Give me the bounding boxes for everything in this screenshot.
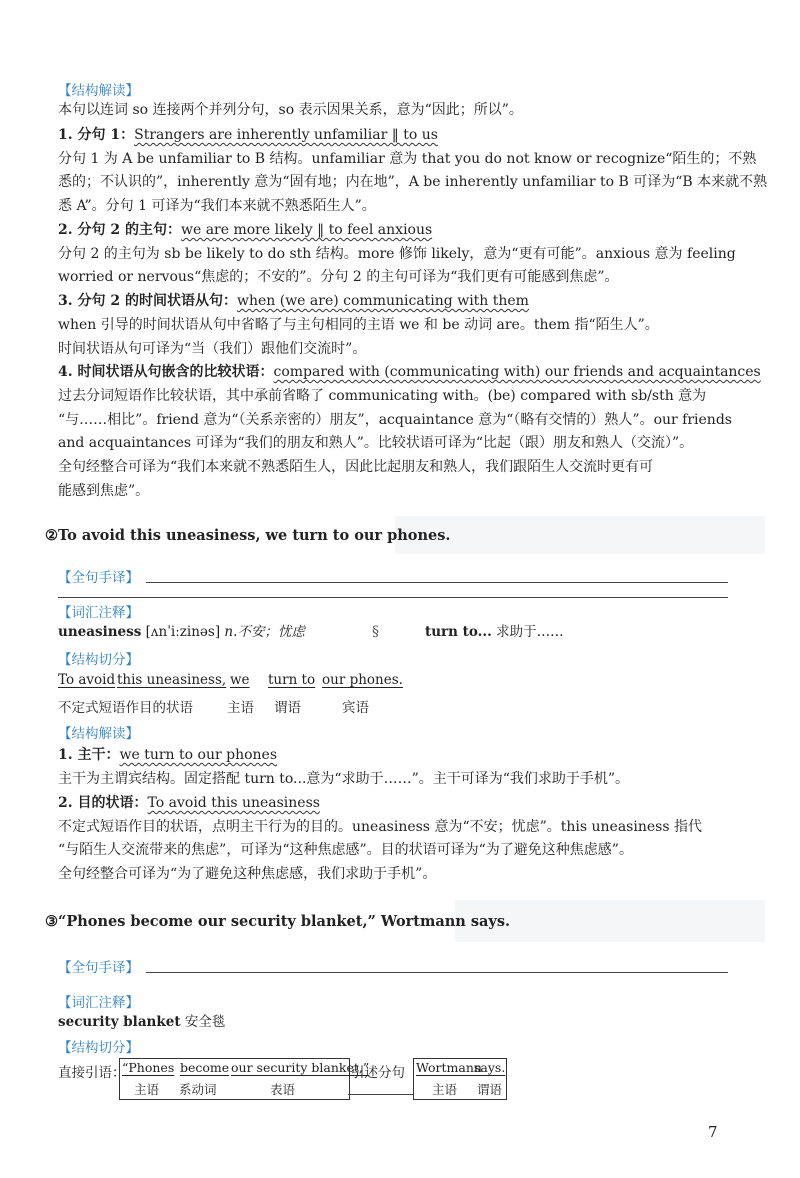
clause4-head: 4. 时间状语从句嵌含的比较状语： bbox=[58, 364, 274, 380]
tag-cut-2: 【结构切分】 bbox=[58, 652, 139, 668]
clause3-text: when (we are) communicating with them bbox=[236, 293, 529, 309]
clause4-p1: 过去分词短语作比较状语，其中承前省略了 communicating with。(be) compared with sb/sth 意为 bbox=[58, 388, 707, 404]
vocab1-def: n.不安；忧虑 bbox=[224, 624, 305, 640]
main-p1: 主干为主谓宾结构。固定搭配 turn to...意为“求助于……”。主干可译为“我们求助于手机”。 bbox=[58, 771, 630, 787]
cut-role-4: 宾语 bbox=[342, 700, 369, 716]
translate-line-2b[interactable] bbox=[58, 597, 728, 598]
vocab1-word: uneasiness bbox=[58, 624, 142, 640]
vocab1-phonetic: [ʌnˈiːzinəs] bbox=[145, 624, 221, 640]
clause2-head: 2. 分句 2 的主句： bbox=[58, 222, 181, 238]
connector-line bbox=[348, 1094, 413, 1095]
clause1-p2: 悉的；不认识的”，inherently 意为“固有地；内在地”，A be inherently unfamiliar to B 可译为“B 本来就不熟 bbox=[58, 174, 768, 190]
title-band bbox=[395, 516, 765, 554]
clause4-text: compared with (communicating with) our friends and acquaintances bbox=[273, 364, 761, 380]
tag-explain-2: 【结构解读】 bbox=[58, 726, 139, 742]
quote-word-3: our security blanket,” bbox=[231, 1060, 370, 1075]
clause4-p2: “与……相比”。friend 意为“（关系亲密的）朋友”，acquaintance 意为“（略有交情的）熟人”。our friends bbox=[58, 412, 732, 428]
quote-role-2: 系动词 bbox=[179, 1082, 217, 1097]
direct-quote-label: 直接引语： bbox=[58, 1065, 126, 1081]
summary-p2: 能感到焦虑”。 bbox=[58, 483, 150, 499]
cut-word-4: turn to bbox=[268, 672, 316, 688]
clause2-line bbox=[58, 220, 432, 240]
vocab2-word: turn to... bbox=[425, 624, 492, 640]
vocab2-def: 求助于…… bbox=[496, 624, 564, 640]
reporting-clause-label: 引述分句 bbox=[351, 1065, 405, 1081]
translate-line-2[interactable] bbox=[146, 582, 728, 583]
purpose-line bbox=[58, 793, 320, 813]
sentence2-title: ②To avoid this uneasiness, we turn to our phones. bbox=[45, 527, 451, 544]
clause4-line bbox=[58, 362, 761, 382]
report-word-1: Wortmann bbox=[416, 1060, 482, 1075]
clause1-p3: 悉 A”。分句 1 可译为“我们本来就不熟悉陌生人”。 bbox=[58, 198, 376, 214]
clause2-text: we are more likely ‖ to feel anxious bbox=[180, 222, 433, 238]
clause3-head: 3. 分句 2 的时间状语从句： bbox=[58, 293, 237, 309]
main-text: we turn to our phones bbox=[119, 747, 278, 763]
vocab2-line bbox=[425, 622, 564, 642]
tag-cut-3: 【结构切分】 bbox=[58, 1040, 139, 1056]
clause1-text: Strangers are inherently unfamiliar ‖ to us bbox=[134, 127, 438, 143]
clause4-p3: and acquaintances 可译为“我们的朋友和熟人”。比较状语可译为“比起（跟）朋友和熟人（交流）”。 bbox=[58, 435, 694, 451]
purpose-head: 2. 目的状语： bbox=[58, 795, 148, 811]
tag-translate-3: 【全句手译】 bbox=[58, 960, 139, 976]
quote-word-2: become bbox=[180, 1060, 230, 1075]
clause1-head: 1. 分句 1： bbox=[58, 127, 135, 143]
vocab-line-2 bbox=[58, 622, 305, 642]
cut-role-2: 主语 bbox=[227, 700, 254, 716]
purpose-p2: “与陌生人交流带来的焦虑”，可译为“这种焦虑感”。目的状语可译为“为了避免这种焦虑感”。 bbox=[58, 842, 633, 858]
clause3-line bbox=[58, 291, 529, 311]
clause2-p1: 分句 2 的主句为 sb be likely to do sth 结构。more 修饰 likely，意为“更有可能”。anxious 意为 feeling bbox=[58, 246, 736, 262]
cut-word-2: this uneasiness, bbox=[117, 672, 227, 688]
clause1-line bbox=[58, 125, 438, 145]
quote-role-3: 表语 bbox=[270, 1082, 296, 1097]
quote-word-1: “Phones bbox=[122, 1060, 175, 1075]
tag-translate-2: 【全句手译】 bbox=[58, 570, 139, 586]
purpose-p1: 不定式短语作目的状语，点明主干行为的目的。uneasiness 意为“不安；忧虑”。this uneasiness 指代 bbox=[58, 819, 702, 835]
main-line bbox=[58, 745, 277, 765]
report-word-2: says. bbox=[474, 1060, 506, 1075]
report-role-2: 谓语 bbox=[477, 1082, 503, 1097]
cut-role-1: 不定式短语作目的状语 bbox=[58, 700, 193, 716]
quote-role-1: 主语 bbox=[134, 1082, 160, 1097]
cut-role-3: 谓语 bbox=[274, 700, 301, 716]
clause3-p1: when 引导的时间状语从句中省略了与主句相同的主语 we 和 be 动词 are。them 指“陌生人”。 bbox=[58, 317, 659, 333]
clause2-p2: worried or nervous“焦虑的；不安的”。分句 2 的主句可译为“我们更有可能感到焦虑”。 bbox=[58, 269, 619, 285]
tag-vocab-3: 【词汇注释】 bbox=[58, 995, 139, 1011]
vocab-line-3 bbox=[58, 1012, 225, 1032]
page-number: 7 bbox=[708, 1123, 718, 1141]
tag-vocab-2: 【词汇注释】 bbox=[58, 605, 139, 621]
summary-2: 全句经整合可译为“为了避免这种焦虑感，我们求助于手机”。 bbox=[58, 866, 437, 882]
clause1-p1: 分句 1 为 A be unfamiliar to B 结构。unfamiliar 意为 that you do not know or recognize“陌生的；不熟 bbox=[58, 151, 757, 167]
summary-p1: 全句经整合可译为“我们本来就不熟悉陌生人，因此比起朋友和熟人，我们跟陌生人交流时更有可 bbox=[58, 459, 654, 475]
vocab-separator: § bbox=[372, 624, 379, 640]
main-head: 1. 主干： bbox=[58, 747, 120, 763]
report-role-1: 主语 bbox=[432, 1082, 458, 1097]
tag-structure-explain: 【结构解读】 bbox=[58, 83, 139, 99]
vocab3-word: security blanket bbox=[58, 1014, 181, 1030]
cut-word-1: To avoid bbox=[58, 672, 116, 688]
sentence3-title: ③“Phones become our security blanket,” Wortmann says. bbox=[45, 913, 511, 930]
purpose-text: To avoid this uneasiness bbox=[147, 795, 320, 811]
cut-word-3: we bbox=[230, 672, 250, 688]
cut-word-5: our phones. bbox=[322, 672, 403, 688]
translate-line-3[interactable] bbox=[146, 972, 728, 973]
intro-text: 本句以连词 so 连接两个并列分句，so 表示因果关系，意为“因此；所以”。 bbox=[58, 102, 523, 118]
vocab3-def: 安全毯 bbox=[184, 1014, 226, 1030]
clause3-p2: 时间状语从句可译为“当（我们）跟他们交流时”。 bbox=[58, 341, 367, 357]
